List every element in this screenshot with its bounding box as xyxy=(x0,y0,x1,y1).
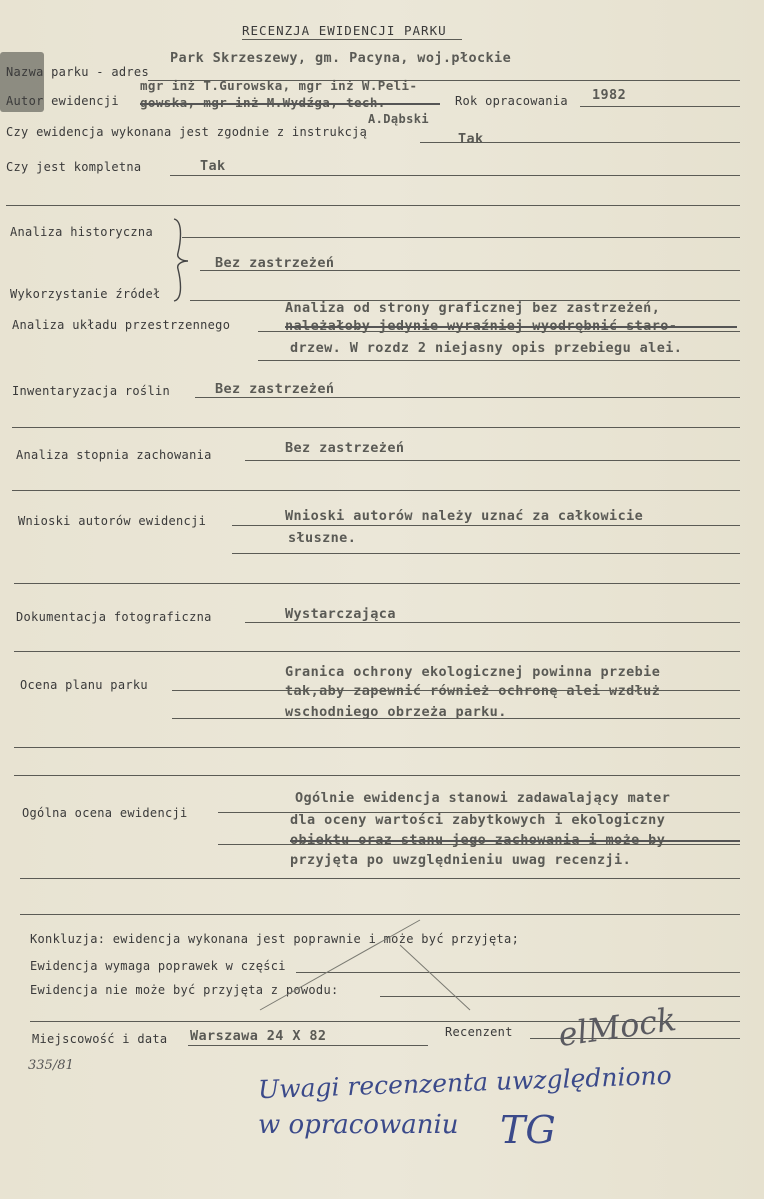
photo-label: Dokumentacja fotograficzna xyxy=(16,610,212,624)
overall-value-2: dla oceny wartości zabytkowych i ekologiczny xyxy=(290,812,666,828)
document-title: RECENZJA EWIDENCJI PARKU xyxy=(242,23,447,38)
spatial-line-2 xyxy=(258,360,740,361)
overall-value-3: obiektu oraz stanu jego zachowania i może by xyxy=(290,832,666,848)
author-value-3: A.Dąbski xyxy=(368,112,429,126)
historical-label: Analiza historyczna xyxy=(10,225,153,239)
spatial-line xyxy=(258,331,740,332)
plants-line-2 xyxy=(12,427,740,428)
photo-value: Wystarczająca xyxy=(285,606,396,622)
complete-line xyxy=(170,175,740,176)
photo-line-2 xyxy=(14,651,740,652)
preservation-value: Bez zastrzeżeń xyxy=(285,440,405,456)
conclusion-option-rejected: Ewidencja nie może być przyjęta z powodu: xyxy=(30,983,339,997)
year-value: 1982 xyxy=(592,87,627,103)
overall-value-1: Ogólnie ewidencja stanowi zadawalający mater xyxy=(295,790,671,806)
conclusions-label: Wnioski autorów ewidencji xyxy=(18,514,207,528)
historical-sources-value: Bez zastrzeżeń xyxy=(215,255,335,271)
historical-mid-line xyxy=(200,270,740,271)
plants-label: Inwentaryzacja roślin xyxy=(12,384,171,398)
historical-line xyxy=(182,237,740,238)
conclusions-line xyxy=(232,525,740,526)
reviewer-signature: elMock xyxy=(555,999,679,1055)
conclusions-line-2 xyxy=(232,553,740,554)
place-date-label: Miejscowość i data xyxy=(32,1032,168,1046)
author-label: Autor ewidencji xyxy=(6,94,119,108)
plan-line-4 xyxy=(14,775,740,776)
plan-label: Ocena planu parku xyxy=(20,678,148,692)
handwritten-note-line-2: w opracowaniu xyxy=(258,1110,459,1140)
overall-line-3 xyxy=(20,878,740,879)
plan-value-1: Granica ochrony ekologicznej powinna przebie xyxy=(285,664,661,680)
place-date-value: Warszawa 24 X 82 xyxy=(190,1028,327,1044)
rule xyxy=(6,205,740,206)
plan-line-3 xyxy=(14,747,740,748)
strike-through-diagonal xyxy=(250,915,480,1015)
spatial-value-3: drzew. W rozdz 2 niejasny opis przebiegu alei. xyxy=(290,340,683,356)
spatial-strike xyxy=(285,326,737,328)
conclusions-line-3 xyxy=(14,583,740,584)
conclusions-value-2: słuszne. xyxy=(288,530,357,546)
preservation-label: Analiza stopnia zachowania xyxy=(16,448,212,462)
preservation-line xyxy=(245,460,740,461)
preservation-line-2 xyxy=(12,490,740,491)
plan-line xyxy=(172,690,740,691)
sources-label: Wykorzystanie źródeł xyxy=(10,287,161,301)
reviewer-label: Recenzent xyxy=(445,1025,513,1039)
overall-strike xyxy=(290,840,740,842)
brace xyxy=(166,215,196,305)
compliance-value: Tak xyxy=(458,131,484,147)
plan-value-3: wschodniego obrzeża parku. xyxy=(285,704,507,720)
spatial-label: Analiza układu przestrzennego xyxy=(12,318,231,332)
plan-line-2 xyxy=(172,718,740,719)
file-number: 335/81 xyxy=(28,1058,74,1073)
complete-label: Czy jest kompletna xyxy=(6,160,142,174)
place-date-line xyxy=(188,1045,428,1046)
spatial-value-1: Analiza od strony graficznej bez zastrzeżeń, xyxy=(285,300,661,316)
overall-value-4: przyjęta po uwzględnieniu uwag recenzji. xyxy=(290,852,632,868)
compliance-label: Czy ewidencja wykonana jest zgodnie z instrukcją xyxy=(6,125,368,139)
author-strike xyxy=(140,103,440,105)
year-line xyxy=(580,106,740,107)
author-value-2: gowska, mgr inż M.Wydźga, tech. xyxy=(140,95,386,110)
spatial-value-2: należałoby jedynie wyraźniej wyodrębnić staro- xyxy=(285,318,678,334)
conclusion-option-correct: Konkluzja: ewidencja wykonana jest poprawnie i może być przyjęta; xyxy=(30,932,520,946)
photo-line xyxy=(245,622,740,623)
conclusion-option-corrections: Ewidencja wymaga poprawek w części xyxy=(30,959,286,973)
overall-label: Ogólna ocena ewidencji xyxy=(22,806,188,820)
complete-value: Tak xyxy=(200,158,226,174)
handwritten-note-line-1: Uwagi recenzenta uwzględniono xyxy=(257,1060,673,1105)
plants-line xyxy=(195,397,740,398)
handwritten-initials: TG xyxy=(500,1108,556,1152)
conclusions-value-1: Wnioski autorów należy uznać za całkowicie xyxy=(285,508,644,524)
title-underline xyxy=(242,39,462,40)
plants-value: Bez zastrzeżeń xyxy=(215,381,335,397)
compliance-line xyxy=(420,142,740,143)
plan-value-2: tak,aby zapewnić również ochronę alei wzdłuż xyxy=(285,683,661,699)
name-label: Nazwa parku - adres xyxy=(6,65,149,79)
year-label: Rok opracowania xyxy=(455,94,568,108)
author-value-1: mgr inż T.Gurowska, mgr inż W.Peli- xyxy=(140,78,418,93)
name-value: Park Skrzeszewy, gm. Pacyna, woj.płockie xyxy=(170,50,512,66)
overall-line-2 xyxy=(218,844,740,845)
